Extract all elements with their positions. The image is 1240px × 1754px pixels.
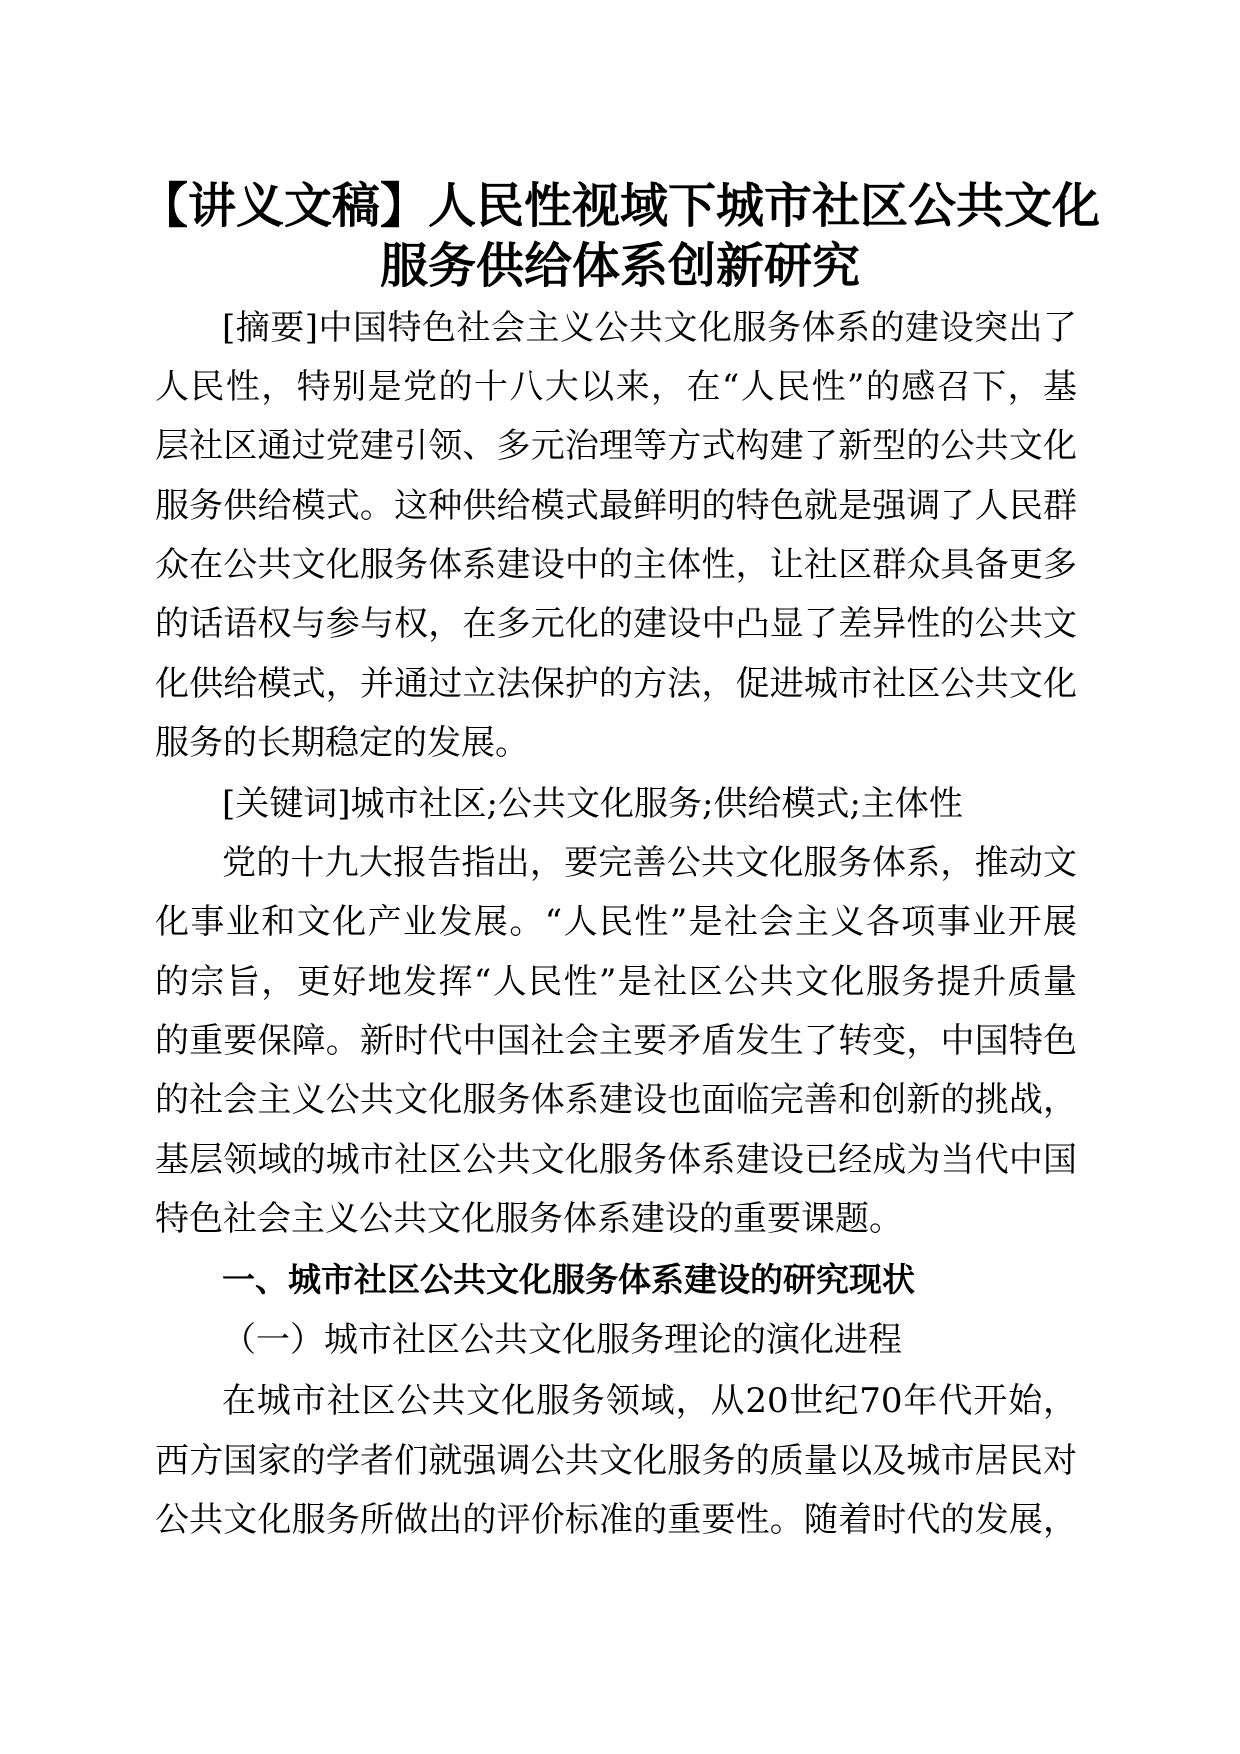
abstract-line: 人民性，特别是党的十八大以来，在“人民性”的感召下，基 bbox=[155, 367, 1077, 407]
abstract-line: 服务供给模式。这种供给模式最鲜明的特色就是强调了人民群 bbox=[155, 486, 1077, 526]
abstract-line: 层社区通过党建引领、多元治理等方式构建了新型的公共文化 bbox=[155, 426, 1077, 466]
intro-line: 特色社会主义公共文化服务体系建设的重要课题。 bbox=[155, 1199, 903, 1239]
intro-line: 化事业和文化产业发展。“人民性”是社会主义各项事业开展 bbox=[155, 902, 1077, 942]
abstract-line: 的话语权与参与权，在多元化的建设中凸显了差异性的公共文 bbox=[155, 604, 1077, 644]
body-line: 西方国家的学者们就强调公共文化服务的质量以及城市居民对 bbox=[155, 1441, 1077, 1481]
intro-line: 的重要保障。新时代中国社会主要矛盾发生了转变，中国特色 bbox=[155, 1021, 1077, 1061]
intro-line: 的宗旨，更好地发挥“人民性”是社区公共文化服务提升质量 bbox=[155, 962, 1077, 1002]
document-title-line-1: 【讲义文稿】人民性视域下城市社区公共文化 bbox=[139, 178, 1100, 234]
body-line: 在城市社区公共文化服务领域，从20世纪70年代开始， bbox=[222, 1381, 1077, 1421]
abstract-line: 化供给模式，并通过立法保护的方法，促进城市社区公共文化 bbox=[155, 664, 1077, 704]
section-heading-1: 一、城市社区公共文化服务体系建设的研究现状 bbox=[222, 1260, 915, 1299]
abstract-line: 服务的长期稳定的发展。 bbox=[155, 723, 529, 763]
subsection-heading-1: （一）城市社区公共文化服务理论的演化进程 bbox=[222, 1320, 902, 1360]
document-title-line-2: 服务供给体系创新研究 bbox=[379, 238, 860, 294]
abstract-line: [摘要]中国特色社会主义公共文化服务体系的建设突出了 bbox=[222, 308, 1077, 348]
body-line: 公共文化服务所做出的评价标准的重要性。随着时代的发展， bbox=[155, 1500, 1077, 1540]
intro-line: 基层领域的城市社区公共文化服务体系建设已经成为当代中国 bbox=[155, 1140, 1077, 1180]
abstract-line: 众在公共文化服务体系建设中的主体性，让社区群众具备更多 bbox=[155, 545, 1077, 585]
keywords-line: [关键词]城市社区;公共文化服务;供给模式;主体性 bbox=[222, 784, 963, 824]
intro-line: 的社会主义公共文化服务体系建设也面临完善和创新的挑战， bbox=[155, 1080, 1077, 1120]
intro-line: 党的十九大报告指出，要完善公共文化服务体系，推动文 bbox=[222, 843, 1077, 883]
